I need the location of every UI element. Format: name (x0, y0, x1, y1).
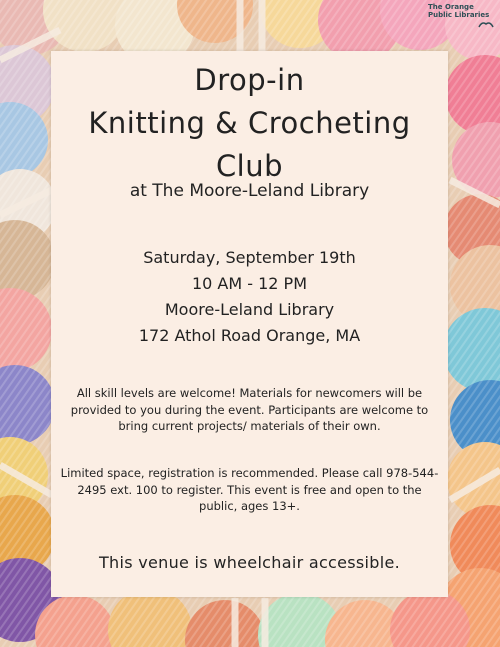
title-line-1: Drop-in (194, 63, 305, 97)
event-address: 172 Athol Road Orange, MA (138, 326, 361, 345)
library-logo-text: The Orange Public Libraries (428, 3, 490, 19)
flyer-subtitle: at The Moore-Leland Library (129, 181, 370, 201)
accessibility-note: This venue is wheelchair accessible. (98, 553, 401, 572)
event-venue: Moore-Leland Library (164, 300, 335, 319)
flyer-title (51, 59, 448, 188)
title-line-3: Club (215, 149, 284, 183)
skill-levels-paragraph: All skill levels are welcome! Materials for newcomers will be provided to you during the event. Participants are welcome to bring current projects/ materials of their own. (70, 386, 429, 433)
event-date: Saturday, September 19th (143, 248, 356, 267)
library-logo-mark-icon (478, 20, 494, 28)
event-time: 10 AM - 12 PM (191, 274, 308, 293)
library-logo (428, 3, 494, 19)
title-line-2: Knitting & Crocheting (88, 106, 411, 140)
flyer-card (51, 51, 448, 597)
registration-paragraph: Limited space, registration is recommended. Please call 978-544-2495 ext. 100 to register. This event is free and open to the public, ages 13+. (60, 466, 439, 513)
event-details (51, 245, 448, 349)
